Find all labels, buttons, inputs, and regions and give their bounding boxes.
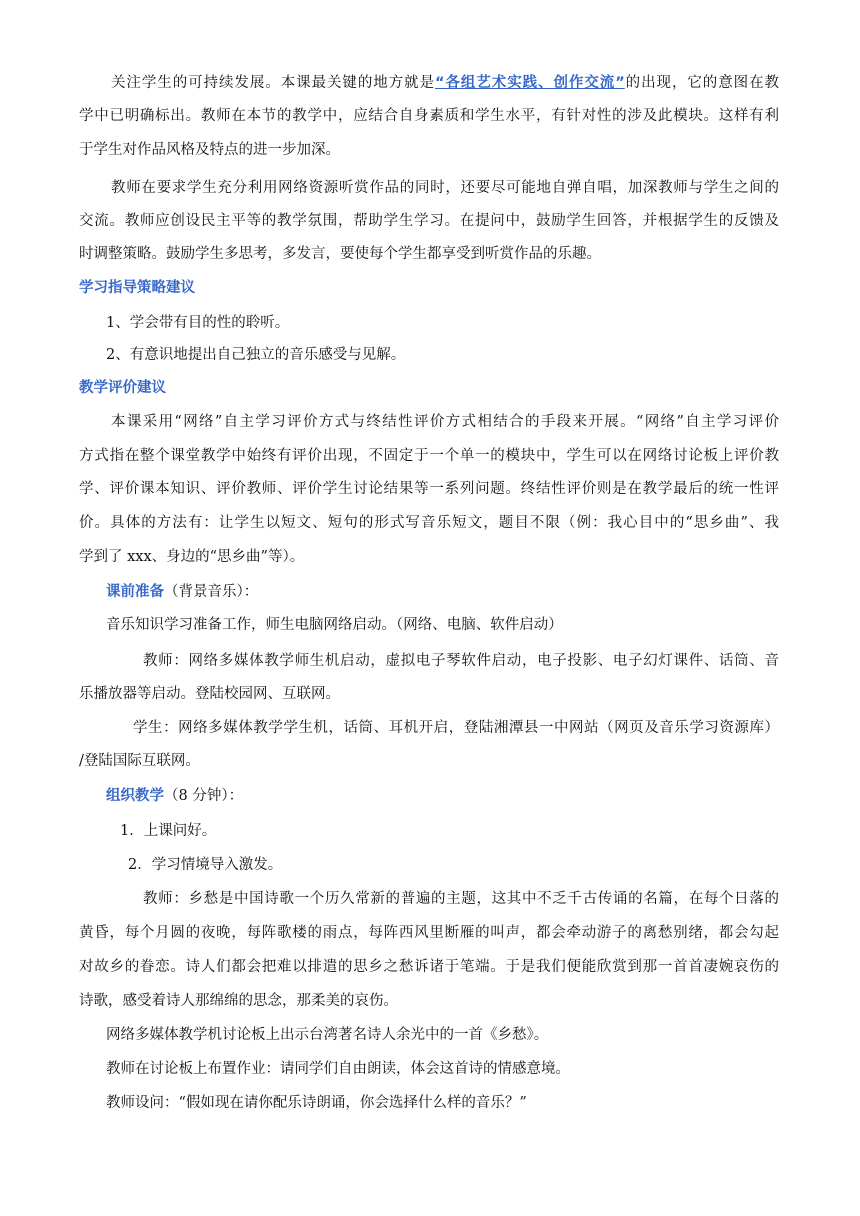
paragraph-line: 学中已明确标出。教师在本节的教学中，应结合自身素质和学生水平，有针对性的涉及此模块。这样有利 xyxy=(79,108,779,124)
paragraph-line: 黄昏，每个月圆的夜晚，每阵歌楼的雨点，每阵西风里断雁的叫声，都会牵动游子的离愁别绪，都会勾起 xyxy=(79,925,779,941)
paragraph-line: 教师在讨论板上布置作业：请同学们自由朗读，体会这首诗的情感意境。 xyxy=(106,1061,570,1077)
paragraph-line xyxy=(111,73,779,93)
paragraph-line: 网络多媒体教学机讨论板上出示台湾著名诗人余光中的一首《乡愁》。 xyxy=(106,1027,549,1043)
paragraph-line: 音乐知识学习准备工作，师生电脑网络启动。（网络、电脑、软件启动） xyxy=(106,617,563,633)
paragraph-line: 于学生对作品风格及特点的进一步加深。 xyxy=(79,142,340,158)
list-item: 2．学习情境导入激发。 xyxy=(128,857,283,873)
paragraph-line: 方式指在整个课堂教学中始终有评价出现，不固定于一个单一的模块中，学生可以在网络讨论板上评价教 xyxy=(79,448,779,464)
paragraph-line: 对故乡的眷恋。诗人们都会把难以排遣的思乡之愁诉诸于笔端。于是我们便能欣赏到那一首首凄婉哀伤的 xyxy=(79,959,779,975)
section-heading-eval: 教学评价建议 xyxy=(79,380,166,396)
org-suffix: （8 分钟）： xyxy=(164,788,244,804)
paragraph-line: 诗歌，感受着诗人那绵绵的思念，那柔美的哀伤。 xyxy=(79,993,398,1009)
paragraph-line: 本课采用“网络”自主学习评价方式与终结性评价方式相结合的手段来开展。“网络”自主学习评价 xyxy=(111,414,779,430)
highlight-link[interactable]: “各组艺术实践、创作交流” xyxy=(435,75,625,91)
list-item: 2、有意识地提出自己独立的音乐感受与见解。 xyxy=(106,347,406,363)
paragraph-line: 乐播放器等启动。登陆校园网、互联网。 xyxy=(79,686,340,702)
paragraph-line: 时调整策略。鼓励学生多思考，多发言，要使每个学生都享受到听赏作品的乐趣。 xyxy=(79,246,601,262)
list-item: 1．上课问好。 xyxy=(120,823,217,839)
paragraph-line: 教师设问：“假如现在请你配乐诗朗诵，你会选择什么样的音乐？” xyxy=(106,1095,527,1111)
paragraph-line: 学到了 xxx、身边的“思乡曲”等）。 xyxy=(79,549,305,565)
paragraph-line: 交流。教师应创设民主平等的教学氛围，帮助学生学习。在提问中，鼓励学生回答，并根据学生的反馈及 xyxy=(79,213,779,229)
paragraph-line: 学生：网络多媒体教学学生机，话筒、耳机开启，登陆湘潭县一中网站（网页及音乐学习资源库） xyxy=(133,720,779,736)
paragraph-line: 学、评价课本知识、评价教师、评价学生讨论结果等一系列问题。终结性评价则是在教学最后的统一性评 xyxy=(79,481,779,497)
paragraph-line: 教师：乡愁是中国诗歌一个历久常新的普遍的主题，这其中不乏千古传诵的名篇，在每个日落的 xyxy=(143,891,779,907)
paragraph-line: 教师在要求学生充分利用网络资源听赏作品的同时，还要尽可能地自弹自唱，加深教师与学生之间的 xyxy=(111,180,779,196)
paragraph-line: /登陆国际互联网。 xyxy=(79,753,200,769)
prep-suffix: （背景音乐）： xyxy=(164,584,259,600)
org-label: 组织教学 xyxy=(106,788,164,804)
section-heading-prep xyxy=(106,582,258,602)
text-run: 的出现，它的意图在教 xyxy=(624,75,779,91)
paragraph-line: 教师：网络多媒体教学师生机启动，虚拟电子琴软件启动，电子投影、电子幻灯课件、话筒、音 xyxy=(143,653,779,669)
list-item: 1、学会带有目的性的聆听。 xyxy=(106,315,290,331)
section-heading-study: 学习指导策略建议 xyxy=(79,280,195,296)
section-heading-org xyxy=(106,786,243,806)
paragraph-line: 价。具体的方法有：让学生以短文、短句的形式写音乐短文，题目不限（例：我心目中的“思乡曲”、我 xyxy=(79,515,779,531)
text-run: 关注学生的可持续发展。本课最关键的地方就是 xyxy=(111,75,436,91)
prep-label: 课前准备 xyxy=(106,584,164,600)
